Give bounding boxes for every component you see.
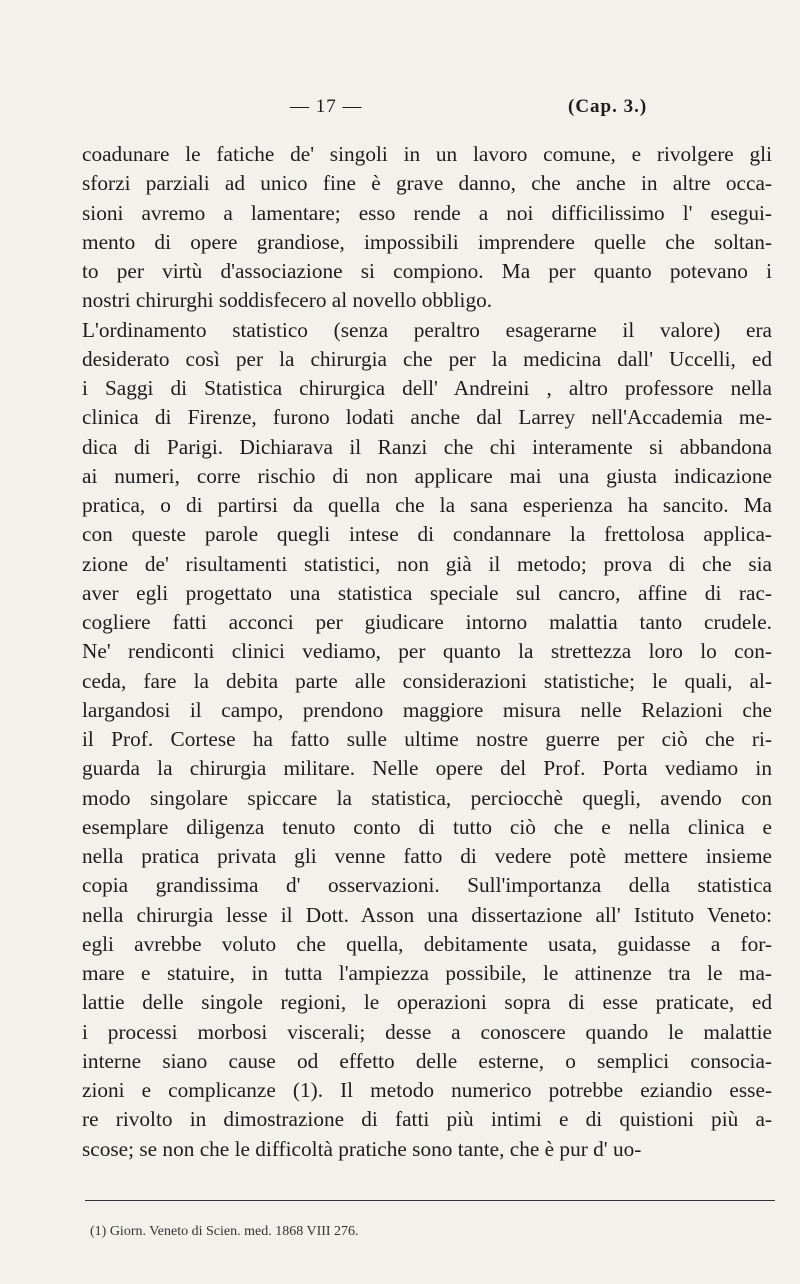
text-line: aver egli progettato una statistica speciale sul cancro, affine di rac- [82,580,772,605]
text-line: coadunare le fatiche de' singoli in un lavoro comune, e rivolgere gli [82,142,772,166]
text-line: re rivolto in dimostrazione di fatti più intimi e di quistioni più a- [82,1107,772,1132]
page-number: — 17 — [290,96,363,117]
text-line: il Prof. Cortese ha fatto sulle ultime nostre guerre per ciò che ri- [82,727,772,751]
text-line: lattie delle singole regioni, le operazioni sopra di esse praticate, ed [82,990,772,1015]
text-line: i processi morbosi viscerali; desse a conoscere quando le malattie [82,1019,772,1044]
text-line: nella pratica privata gli venne fatto di vedere potè mettere insieme [82,844,772,868]
text-line: sforzi parziali ad unico fine è grave danno, che anche in altre occa- [82,171,772,196]
text-line: L'ordinamento statistico (senza peraltro esagerarne il valore) era [82,317,772,342]
text-line: Ne' rendiconti clinici vediamo, per quanto la strettezza loro lo con- [82,639,772,664]
text-line: pratica, o di partirsi da quella che la sana esperienza ha sancito. Ma [82,493,772,517]
text-line: largandosi il campo, prendono maggiore misura nelle Relazioni che [82,697,772,722]
text-line: desiderato così per la chirurgia che per la medicina dall' Uccelli, ed [82,346,772,371]
text-line: to per virtù d'associazione si compiono. Ma per quanto potevano i [82,259,772,283]
text-line: nella chirurgia lesse il Dott. Asson una dissertazione all' Istituto Veneto: [82,902,772,927]
text-line: scose; se non che le difficoltà pratiche sono tante, che è pur d' uo- [82,1136,642,1161]
text-line: con queste parole quegli intese di condannare la frettolosa applica- [82,522,772,547]
text-line: copia grandissima d' osservazioni. Sull'importanza della statistica [82,873,772,898]
text-line: nostri chirurghi soddisfecero al novello obbligo. [82,288,493,313]
text-line: cogliere fatti acconci per giudicare intorno malattia tanto crudele. [82,610,772,634]
text-line: guarda la chirurgia militare. Nelle opere del Prof. Porta vediamo in [82,756,772,781]
text-line: esemplare diligenza tenuto conto di tutto ciò che e nella clinica e [82,814,772,839]
text-line: egli avrebbe voluto che quella, debitamente usata, guidasse a for- [82,931,772,956]
text-line: dica di Parigi. Dichiarava il Ranzi che chi interamente si abbandona [82,434,772,459]
text-line: zione de' risultamenti statistici, non già il metodo; prova di che sia [82,551,772,576]
text-line: modo singolare spiccare la statistica, perciocchè quegli, avendo con [82,785,772,810]
text-line: mento di opere grandiose, impossibili imprendere quelle che soltan- [82,229,772,254]
text-line: ceda, fare la debita parte alle considerazioni statistiche; le quali, al- [82,668,772,693]
text-line: i Saggi di Statistica chirurgica dell' Andreini , altro professore nella [82,376,772,400]
chapter-label: (Cap. 3.) [568,96,648,117]
text-line: zioni e complicanze (1). Il metodo numerico potrebbe eziandio esse- [82,1078,772,1102]
text-line: interne siano cause od effetto delle esterne, o semplici consocia- [82,1048,772,1073]
text-line: clinica di Firenze, furono lodati anche dal Larrey nell'Accademia me- [82,405,772,430]
text-line: ai numeri, corre rischio di non applicare mai una giusta indicazione [82,463,772,488]
text-line: sioni avremo a lamentare; esso rende a noi difficilissimo l' esegui- [82,200,772,225]
footnote-rule [85,1200,775,1201]
footnote: (1) Giorn. Veneto di Scien. med. 1868 VIII 276. [90,1224,359,1239]
body-text [82,140,772,1164]
text-line: mare e statuire, in tutta l'ampiezza possibile, le attinenze tra le ma- [82,961,772,985]
